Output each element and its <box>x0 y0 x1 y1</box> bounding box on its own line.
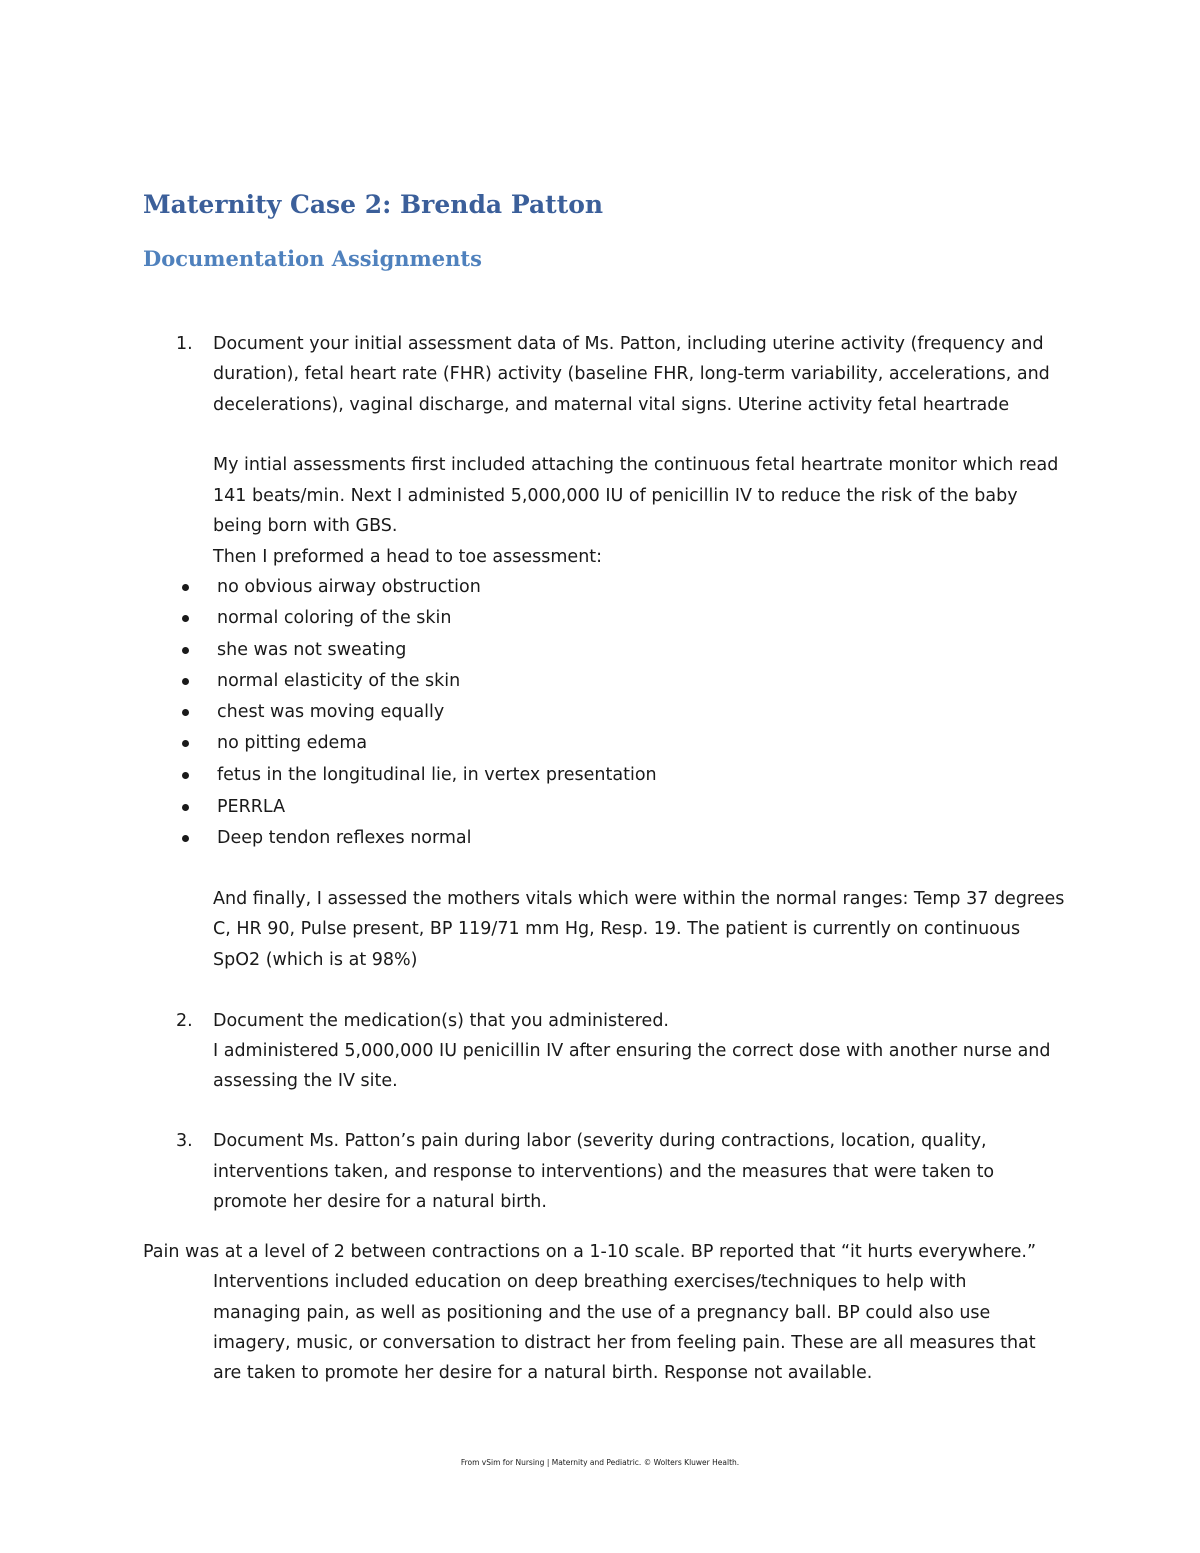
list-number: 1. <box>176 334 193 354</box>
bullet-icon <box>182 804 189 811</box>
answer-line: My intial assessments first included attaching the continuous fetal heartrate monitor which read <box>213 455 1059 475</box>
list-item: normal elasticity of the skin <box>217 671 461 691</box>
answer-line: I administered 5,000,000 IU penicillin IV after ensuring the correct dose with another nurse and <box>213 1041 1051 1061</box>
question-line: duration), fetal heart rate (FHR) activity (baseline FHR, long-term variability, accelerations, and <box>213 364 1050 384</box>
question-line: decelerations), vaginal discharge, and maternal vital signs. Uterine activity fetal heartrade <box>213 395 1010 415</box>
bullet-icon <box>182 678 189 685</box>
answer-line: imagery, music, or conversation to distract her from feeling pain. These are all measures that <box>213 1333 1036 1353</box>
list-number: 2. <box>176 1011 193 1031</box>
section-heading: Documentation Assignments <box>143 246 482 271</box>
bullet-icon <box>182 647 189 654</box>
list-item: fetus in the longitudinal lie, in vertex presentation <box>217 765 657 785</box>
list-item: no obvious airway obstruction <box>217 577 481 597</box>
list-item: normal coloring of the skin <box>217 608 452 628</box>
list-item: Deep tendon reflexes normal <box>217 828 472 848</box>
list-item: chest was moving equally <box>217 702 445 722</box>
question-line: Document Ms. Patton’s pain during labor (severity during contractions, location, quality, <box>213 1131 987 1151</box>
question-line: promote her desire for a natural birth. <box>213 1192 547 1212</box>
list-item: no pitting edema <box>217 733 368 753</box>
question-line: Document the medication(s) that you administered. <box>213 1011 669 1031</box>
bullet-icon <box>182 615 189 622</box>
bullet-icon <box>182 835 189 842</box>
answer-line: SpO2 (which is at 98%) <box>213 950 418 970</box>
bullet-icon <box>182 584 189 591</box>
answer-line: Interventions included education on deep breathing exercises/techniques to help with <box>213 1272 967 1292</box>
list-item: she was not sweating <box>217 640 407 660</box>
page-title: Maternity Case 2: Brenda Patton <box>143 190 604 219</box>
list-item: PERRLA <box>217 797 286 817</box>
bullet-icon <box>182 772 189 779</box>
page-footer: From vSim for Nursing | Maternity and Pediatric. © Wolters Kluwer Health. <box>460 1458 740 1467</box>
bullet-icon <box>182 740 189 747</box>
answer-line: 141 beats/min. Next I administed 5,000,000 IU of penicillin IV to reduce the risk of the baby <box>213 486 1018 506</box>
answer-line: assessing the IV site. <box>213 1071 398 1091</box>
question-line: interventions taken, and response to interventions) and the measures that were taken to <box>213 1162 995 1182</box>
answer-line: C, HR 90, Pulse present, BP 119/71 mm Hg, Resp. 19. The patient is currently on continuous <box>213 919 1021 939</box>
bullet-icon <box>182 709 189 716</box>
list-number: 3. <box>176 1131 193 1151</box>
answer-line: being born with GBS. <box>213 516 398 536</box>
answer-line: Then I preformed a head to toe assessment: <box>213 547 603 567</box>
answer-line: Pain was at a level of 2 between contractions on a 1-10 scale. BP reported that “it hurts everywhere.” <box>143 1242 1037 1262</box>
answer-line: managing pain, as well as positioning and the use of a pregnancy ball. BP could also use <box>213 1303 991 1323</box>
answer-line: are taken to promote her desire for a natural birth. Response not available. <box>213 1363 873 1383</box>
answer-line: And finally, I assessed the mothers vitals which were within the normal ranges: Temp 37 degrees <box>213 889 1065 909</box>
question-line: Document your initial assessment data of Ms. Patton, including uterine activity (frequency and <box>213 334 1044 354</box>
